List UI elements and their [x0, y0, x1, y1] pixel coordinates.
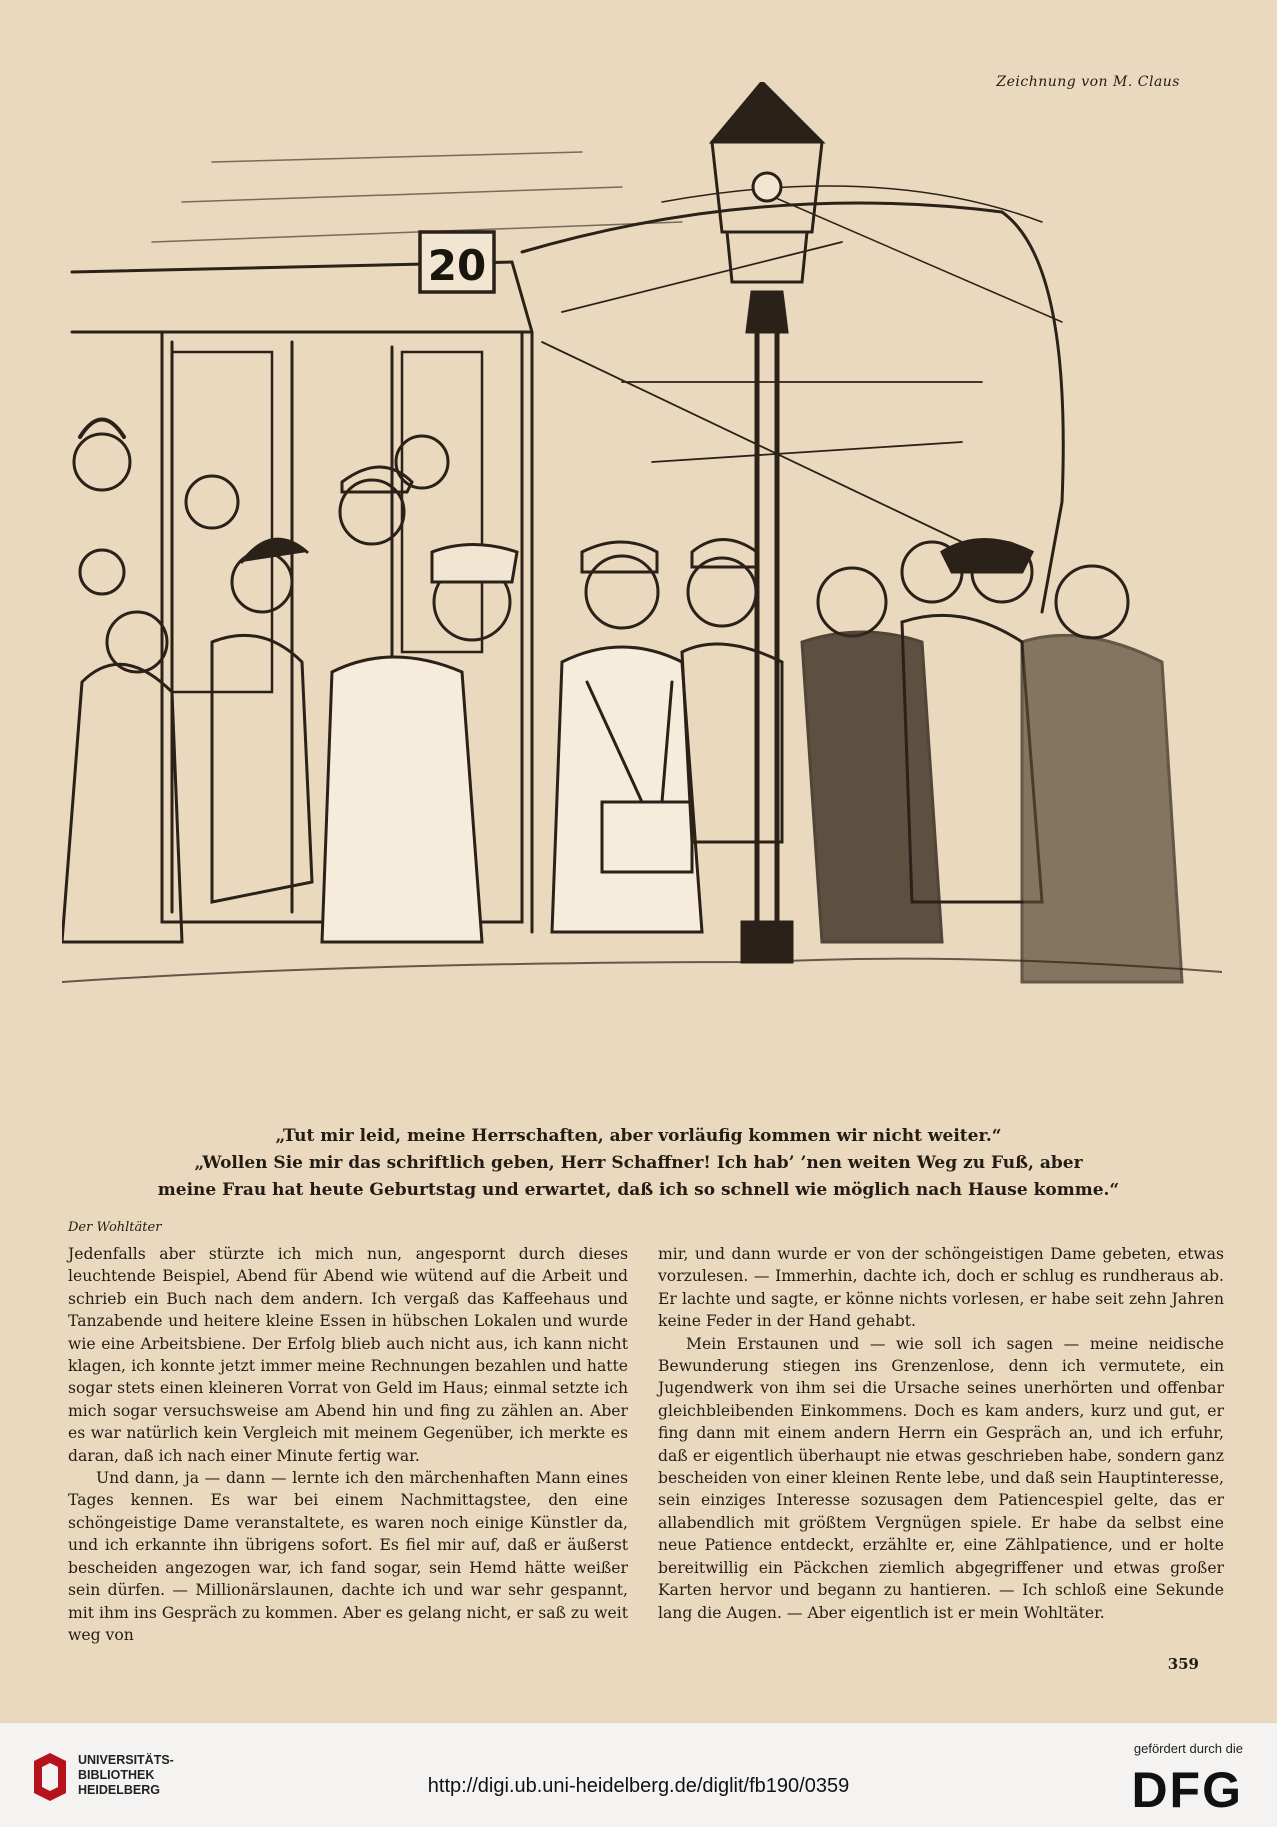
tram-number-sign: 20	[427, 241, 487, 290]
paragraph: Und dann, ja — dann — lernte ich den märchenhaften Mann eines Tages kennen. Es war bei einem Nachmittagstee, den eine schöngeistige Dame veranstaltete, es waren noch einige Künstler da, und ich erkannte ihn übrigens sofort. Es fiel mir auf, daß er äußerst bescheiden angezogen war, ich fand sogar, sein Hemd hätte weißer sein dürfen. — Millionärslaunen, dachte ich und war sehr gespannt, mit ihm ins Gespräch zu kommen. Aber es gelang nicht, er saß zu weit weg von	[68, 1469, 628, 1644]
text-column-right	[658, 1243, 1224, 1624]
library-name-line: BIBLIOTHEK	[78, 1768, 155, 1782]
paragraph: Mein Erstaunen und — wie soll ich sagen — meine neidische Bewunderung stiegen ins Grenzenlose, denn ich vermutete, ein Jugendwerk von ihm sei die Ursache seines unerhörten und offenbar gleichbleibenden Einkommens. Doch es kam anders, kurz und gut, er fing dann mit einem andern Herrn ein Gespräch an, und ich erfuhr, daß er eigentlich überhaupt nie etwas geschrieben habe, sondern ganz bescheiden von einer kleinen Rente lebe, und daß sein Hauptinteresse, sein einziges Interesse sozusagen dem Patiencespiel gelte, das er allabendlich mit größtem Vergnügen spiele. Er habe da selbst eine neue Patience entdeckt, erzählte er, eine Zählpatience, und er holte bereitwillig ein Päckchen ziemlich abgegriffener und etwas großer Karten hervor und begann zu hantieren. — Ich schloß eine Sekunde lang die Augen. — Aber eigentlich ist er mein Wohltäter.	[658, 1334, 1224, 1622]
library-name-line: HEIDELBERG	[78, 1783, 160, 1797]
paragraph: Jedenfalls aber stürzte ich mich nun, angespornt durch dieses leuchtende Beispiel, Abend für Abend wie wütend auf die Arbeit und schrieb ein Buch nach dem andern. Ich vergaß das Kaffeehaus und Tanzabende und heitere kleine Essen in hübschen Lokalen und wurde wie eine Arbeitsbiene. Der Erfolg blieb auch nicht aus, ich kann nicht klagen, ich konnte jetzt immer meine Rechnungen bezahlen und hatte sogar stets einen kleineren Vorrat von Geld im Haus; einmal setzte ich mich sogar versuchsweise am Abend hin und fing zu zählen an. Aber es war natürlich kein Vergleich mit meinem Gegenüber, ich merkte es daran, daß ich nach einer Minute fertig war.	[68, 1245, 628, 1465]
library-name-line: UNIVERSITÄTS-	[78, 1753, 174, 1767]
tram-illustration	[62, 82, 1222, 1112]
digitization-footer	[0, 1722, 1277, 1827]
article-title: Der Wohltäter	[68, 1220, 162, 1235]
funded-by-label: gefördert durch die	[1133, 1741, 1243, 1756]
illustration-credit: Zeichnung von M. Claus	[996, 74, 1180, 90]
caption-line: „Tut mir leid, meine Herrschaften, aber vorläufig kommen wir nicht weiter.“	[275, 1126, 1002, 1146]
caption-line: „Wollen Sie mir das schriftlich geben, Herr Schaffner! Ich hab’ ’nen weiten Weg zu Fuß, aber	[194, 1153, 1083, 1173]
illustration-caption	[0, 1123, 1277, 1204]
caption-line: meine Frau hat heute Geburtstag und erwartet, daß ich so schnell wie möglich nach Hause komme.“	[157, 1180, 1120, 1200]
paragraph: mir, und dann wurde er von der schöngeistigen Dame gebeten, etwas vorzulesen. — Immerhin, dachte ich, doch er schlug es rundheraus ab. Er lachte und sagte, er könne nichts vorlesen, er habe seit zehn Jahren keine Feder in der Hand gehabt.	[658, 1245, 1224, 1331]
page-number: 359	[1167, 1655, 1199, 1673]
permalink-url[interactable]: http://digi.ub.uni-heidelberg.de/diglit/fb190/0359	[427, 1775, 850, 1797]
dfg-logo: DFG	[1131, 1762, 1243, 1818]
text-column-left	[68, 1243, 628, 1646]
